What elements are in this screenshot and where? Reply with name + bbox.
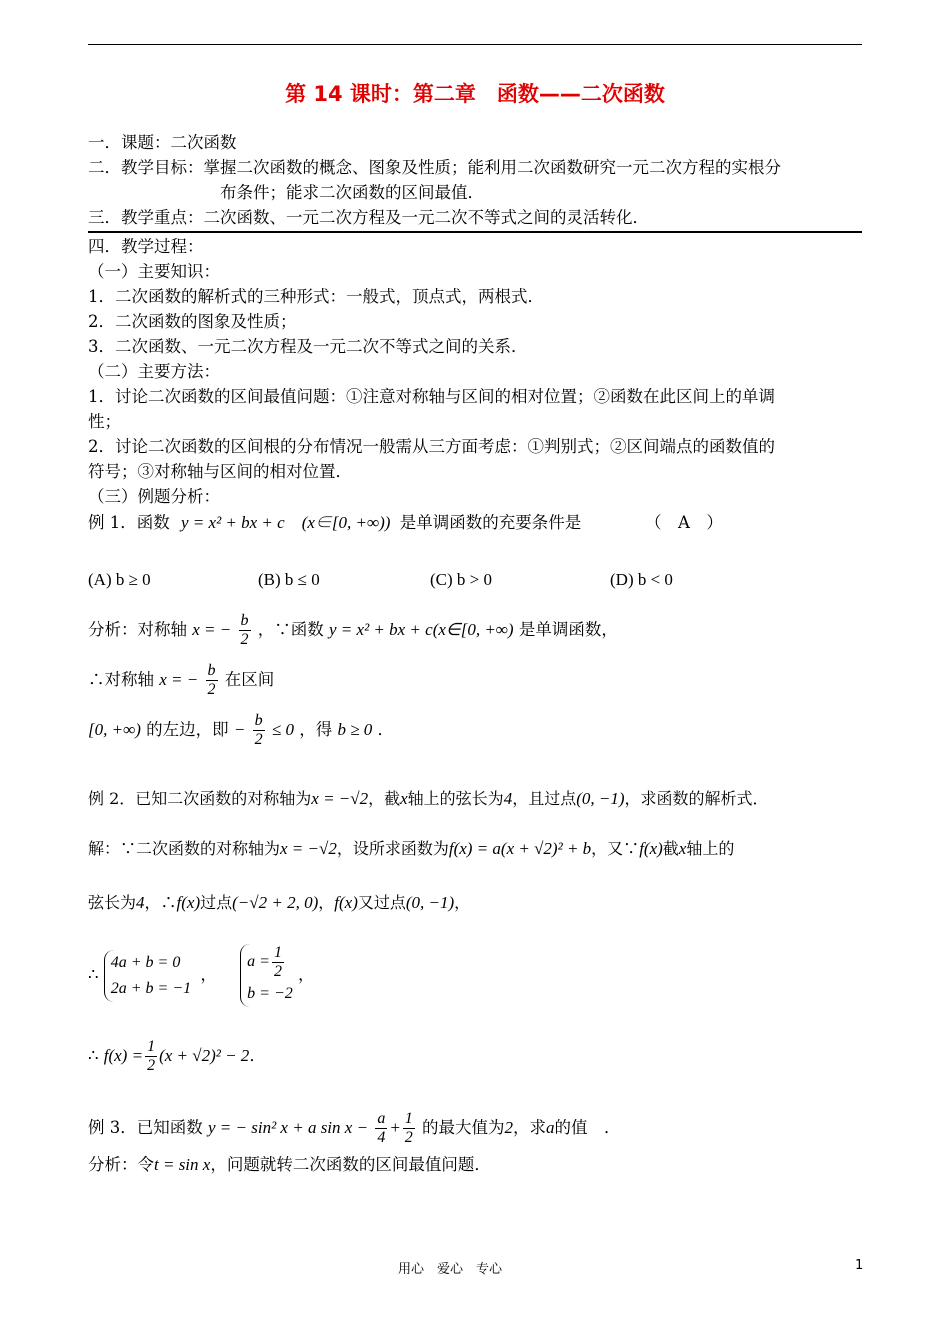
ex2-mid3: ，且过点 bbox=[512, 789, 577, 808]
sol2-fx: f(x) bbox=[176, 893, 201, 912]
ex2-point: (0, −1) bbox=[576, 789, 625, 808]
example-2-solution-1 bbox=[88, 838, 734, 860]
sys-sep: ， bbox=[200, 965, 217, 984]
ex3-fraction-1-over-2: $\frac{1}{2}$ bbox=[404, 1110, 413, 1146]
ex3-tail: 的值 ． bbox=[554, 1118, 621, 1137]
interval-expr: [0, +∞) bbox=[88, 720, 141, 739]
ex2-len: 4 bbox=[503, 789, 513, 808]
fraction-b-over-2: $\frac{b}{2}$ bbox=[240, 612, 249, 648]
ex2-tail: ，求函数的解析式． bbox=[624, 789, 769, 808]
res-end: ． bbox=[249, 1046, 266, 1065]
ex3-function: y = − sin² x + a sin x − bbox=[208, 1118, 369, 1137]
sol2-mid4: 又过点 bbox=[357, 893, 406, 912]
ex2-axis: x = −√2 bbox=[311, 789, 369, 808]
ex3-plus: + bbox=[389, 1118, 401, 1137]
header-rule bbox=[88, 44, 862, 45]
option-c: (C) b > 0 bbox=[430, 570, 492, 589]
analysis-formula: y = x² + bx + c(x∈[0, +∞) bbox=[329, 620, 514, 639]
fraction-b-over-2-2: $\frac{b}{2}$ bbox=[207, 662, 216, 698]
res-f: f(x) = bbox=[103, 1046, 144, 1065]
sys-tail: ， bbox=[297, 965, 315, 984]
sol2-len: 4 bbox=[136, 893, 145, 912]
sol-axis: x = −√2 bbox=[280, 839, 337, 858]
knowledge-item-1: 1．二次函数的解析式的三种形式：一般式，顶点式，两根式． bbox=[88, 287, 544, 306]
analysis-lead: 分析：对称轴 bbox=[88, 620, 187, 639]
method-item-2a: 2．讨论二次函数的区间根的分布情况一般需从三方面考虑：①判别式；②区间端点的函数值的 bbox=[88, 437, 775, 456]
footer-motto: 用心 爱心 专心 bbox=[398, 1262, 503, 1277]
system-1: 4a + b = 0 2a + b = −1 bbox=[104, 950, 191, 1002]
goal-line-2: 布条件；能求二次函数的区间最值． bbox=[220, 183, 484, 202]
example-2-systems bbox=[88, 944, 314, 1007]
analysis2-lead: ∴对称轴 bbox=[88, 670, 154, 689]
sol-x: x bbox=[678, 839, 687, 858]
analysis-mid: ，∵函数 bbox=[257, 620, 324, 639]
example-1-lead: 例 1．函数 bbox=[88, 513, 170, 532]
fraction-b-over-2-3: $\frac{b}{2}$ bbox=[254, 712, 263, 748]
topic-line: 一．课题：二次函数 bbox=[88, 133, 237, 152]
ex2-mid: ，截 bbox=[368, 789, 401, 808]
sol2-point: (−√2 + 2, 0) bbox=[232, 893, 319, 912]
ex3-substitution: t = sin x bbox=[154, 1155, 211, 1174]
example-2-result bbox=[88, 1036, 266, 1076]
example-2-solution-2 bbox=[88, 892, 470, 914]
example-1-question bbox=[88, 512, 581, 534]
goal-line-1: 二．教学目标：掌握二次函数的概念、图象及性质；能利用二次函数研究一元二次方程的实根分 bbox=[88, 158, 781, 177]
sol2-fx2: f(x) bbox=[334, 893, 358, 912]
result-b: b ≥ 0 bbox=[337, 720, 373, 739]
ex3-fraction-a-over-4: $\frac{a}{4}$ bbox=[377, 1110, 386, 1146]
res-fraction: $\frac{1}{2}$ bbox=[147, 1038, 156, 1074]
example-1-formula: y = x² + bx + c (x∈[0, +∞)) bbox=[181, 513, 391, 532]
example-1-analysis-2 bbox=[88, 660, 274, 700]
axis-expr: x = − bbox=[192, 620, 232, 639]
example-1-analysis-3 bbox=[88, 710, 394, 750]
focus-line: 三．教学重点：二次函数、一元二次方程及一元二次不等式之间的灵活转化． bbox=[88, 208, 649, 227]
analysis-tail: 是单调函数， bbox=[518, 620, 618, 639]
analysis3-get: ，得 bbox=[299, 720, 333, 739]
section-rule bbox=[88, 231, 862, 233]
sol-fx: f(x) bbox=[639, 839, 663, 858]
axis-expr-2: x = − bbox=[159, 670, 199, 689]
system-2: a = $\frac{1}{2}$ b = −2 bbox=[240, 944, 293, 1007]
ex3-lead: 例 3．已知函数 bbox=[88, 1118, 203, 1137]
example-1-answer: （ A ） bbox=[645, 513, 723, 532]
example-heading: （三）例题分析： bbox=[88, 487, 220, 506]
option-d: (D) b < 0 bbox=[610, 570, 673, 589]
example-2-question bbox=[88, 788, 769, 810]
res-tail: (x + √2)² − 2 bbox=[159, 1046, 250, 1065]
ex2-lead: 例 2．已知二次函数的对称轴为 bbox=[88, 789, 312, 808]
method-item-2b: 符号；③对称轴与区间的相对位置． bbox=[88, 462, 352, 481]
ex3-mid: 的最大值为 bbox=[422, 1118, 505, 1137]
sol2-mid: ，∴ bbox=[144, 893, 177, 912]
analysis2-tail: 在区间 bbox=[224, 670, 275, 689]
example-3-question bbox=[88, 1108, 621, 1148]
sol2-tail: ， bbox=[454, 893, 471, 912]
sol-mid3: 截 bbox=[662, 839, 679, 858]
example-1-tail: 是单调函数的充要条件是 bbox=[399, 513, 582, 532]
analysis3-end: ． bbox=[377, 720, 395, 739]
ex3-analysis-lead: 分析：令 bbox=[88, 1155, 154, 1174]
sol-tail: 轴上的 bbox=[686, 839, 735, 858]
res-lead: ∴ bbox=[88, 1046, 99, 1065]
le-zero: ≤ 0 bbox=[271, 720, 294, 739]
method-item-1a: 1．讨论二次函数的区间最值问题：①注意对称轴与区间的相对位置；②函数在此区间上的单调 bbox=[88, 387, 775, 406]
knowledge-item-3: 3．二次函数、一元二次方程及一元二次不等式之间的关系． bbox=[88, 337, 528, 356]
sol-function: f(x) = a(x + √2)² + b bbox=[448, 839, 592, 858]
lesson-title: 第 14 课时：第二章 函数——二次函数 bbox=[285, 82, 665, 106]
ex3-analysis-tail: ，问题就转二次函数的区间最值问题． bbox=[210, 1155, 491, 1174]
example-3-analysis bbox=[88, 1154, 491, 1176]
ex3-val: 2 bbox=[504, 1118, 514, 1137]
example-1-analysis-1 bbox=[88, 610, 618, 650]
sol2-point2: (0, −1) bbox=[405, 893, 455, 912]
process-heading: 四．教学过程： bbox=[88, 237, 204, 256]
option-a: (A) b ≥ 0 bbox=[88, 570, 151, 589]
option-b: (B) b ≤ 0 bbox=[258, 570, 320, 589]
method-item-1b: 性； bbox=[88, 412, 121, 431]
neg-sign: − bbox=[233, 720, 246, 739]
analysis3-mid: 的左边，即 bbox=[146, 720, 229, 739]
ex2-mid2: 轴上的弦长为 bbox=[407, 789, 504, 808]
knowledge-item-2: 2．二次函数的图象及性质； bbox=[88, 312, 297, 331]
sol2-mid3: ， bbox=[318, 893, 335, 912]
page-number: 1 bbox=[855, 1258, 864, 1273]
knowledge-heading: （一）主要知识： bbox=[88, 262, 220, 281]
method-heading: （二）主要方法： bbox=[88, 362, 220, 381]
sol-lead: 解：∵二次函数的对称轴为 bbox=[88, 839, 281, 858]
sol-mid2: ，又∵ bbox=[591, 839, 640, 858]
ex2-x: x bbox=[400, 789, 408, 808]
ex3-a: a bbox=[546, 1118, 555, 1137]
sol-mid: ，设所求函数为 bbox=[336, 839, 449, 858]
sol2-lead: 弦长为 bbox=[88, 893, 137, 912]
ex3-mid2: ，求 bbox=[513, 1118, 547, 1137]
sys-lead: ∴ bbox=[88, 965, 99, 984]
sol2-mid2: 过点 bbox=[200, 893, 233, 912]
